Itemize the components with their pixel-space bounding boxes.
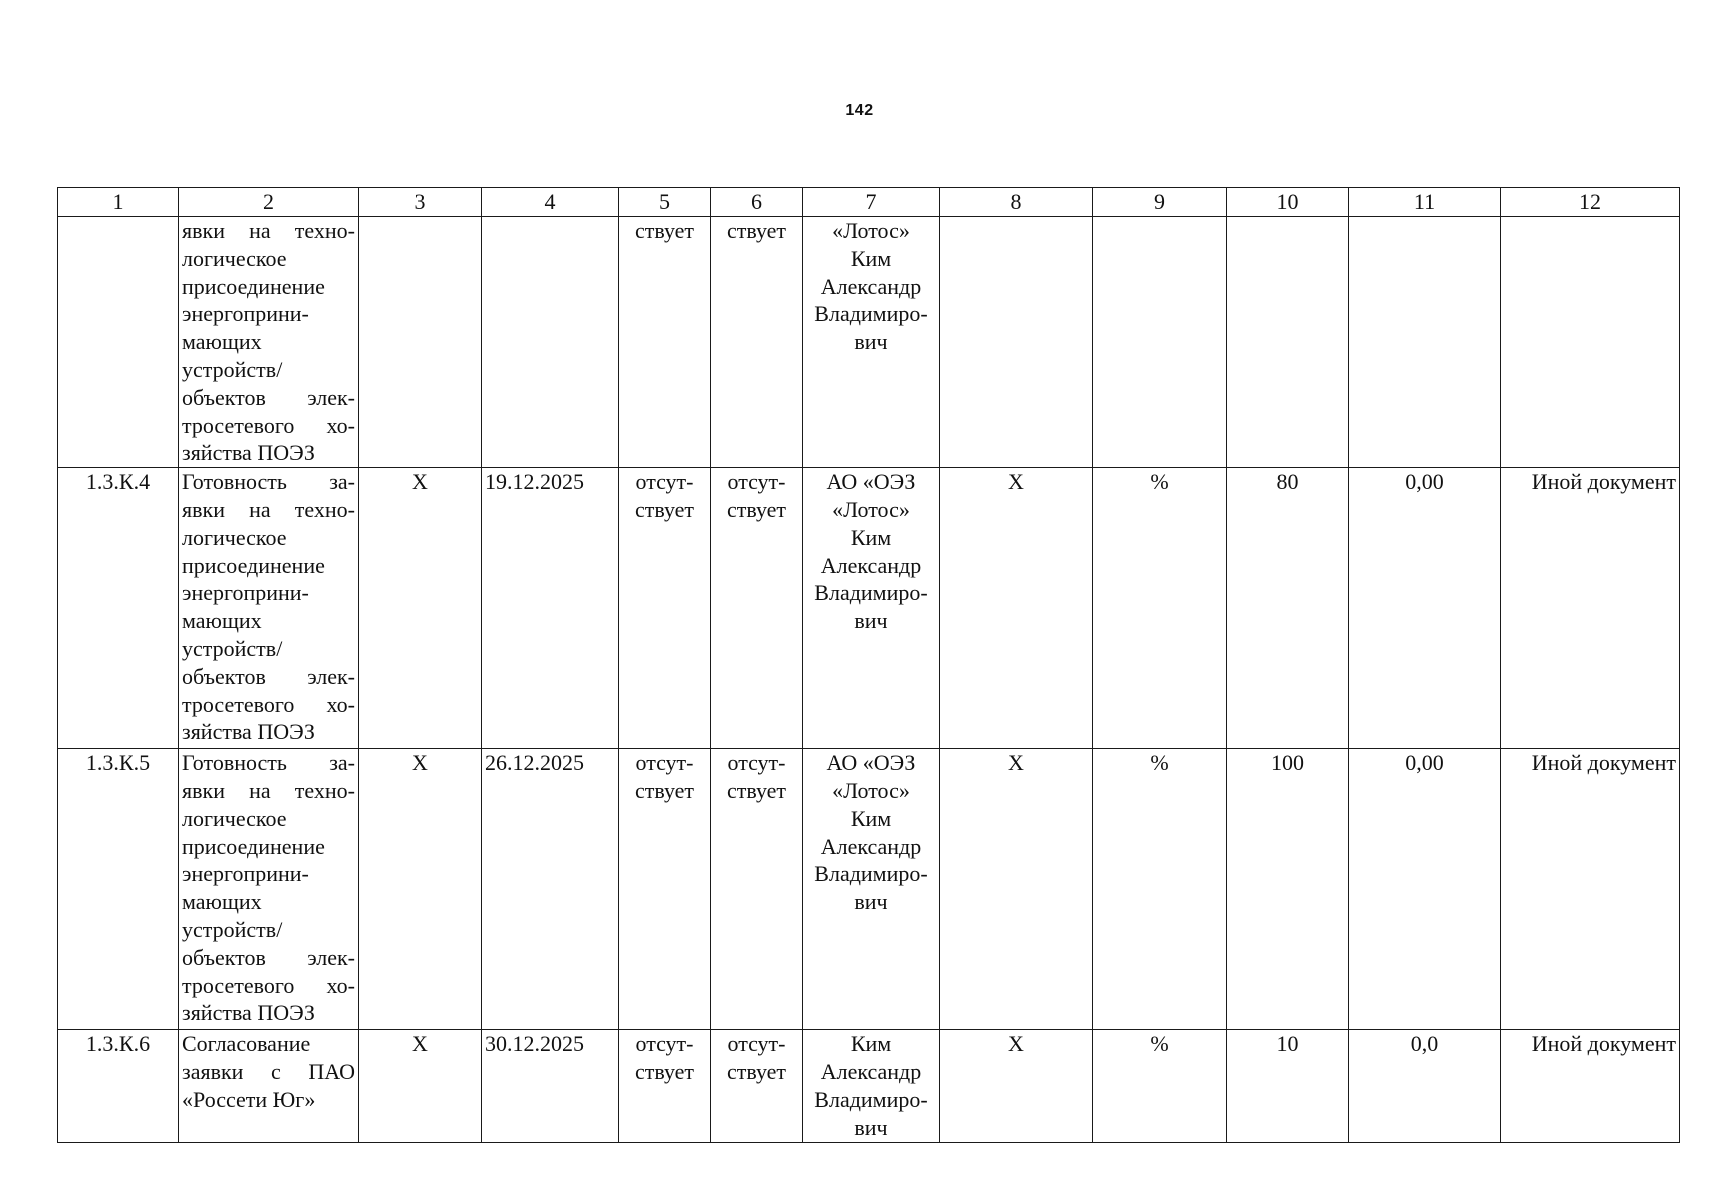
column-header: 6 xyxy=(711,188,803,217)
cell-col3: Х xyxy=(359,1030,482,1143)
text-line: отсут- xyxy=(727,1031,786,1057)
text-line: тросетевого хо- xyxy=(182,412,355,438)
text-line: явки на техно- xyxy=(182,777,355,803)
table-row xyxy=(58,749,1680,1030)
cell-document-type: Иной документ xyxy=(1501,468,1680,749)
cell-value: 10 xyxy=(1227,1030,1349,1143)
text-line: Владимиро- xyxy=(814,1086,928,1112)
cell-responsible xyxy=(803,1030,940,1143)
text-line: АО «ОЭЗ xyxy=(826,469,916,495)
cell-col8: Х xyxy=(940,1030,1093,1143)
cell-col5 xyxy=(619,217,711,468)
text-line: «Лотос» xyxy=(832,218,910,243)
cell-amount: 0,0 xyxy=(1349,1030,1501,1143)
text-line: «Россети Юг» xyxy=(182,1086,316,1112)
cell-col3 xyxy=(359,217,482,468)
text-line: энергоприни- xyxy=(182,580,309,606)
cell-number: 1.3.К.4 xyxy=(58,468,179,749)
cell-document-type xyxy=(1501,217,1680,468)
column-header: 10 xyxy=(1227,188,1349,217)
column-header: 4 xyxy=(482,188,619,217)
text-line: присоединение xyxy=(182,552,325,578)
text-line: Ким xyxy=(850,524,892,550)
cell-col5 xyxy=(619,1030,711,1143)
cell-col3: Х xyxy=(359,749,482,1030)
table-row xyxy=(58,217,1680,468)
text-line: зяйства ПОЭЗ xyxy=(182,1000,315,1026)
text-line: Ким xyxy=(850,1031,892,1057)
cell-col6 xyxy=(711,1030,803,1143)
text-line: вич xyxy=(854,889,888,915)
text-line: тросетевого хо- xyxy=(182,972,355,998)
text-line: вич xyxy=(854,608,888,634)
cell-unit xyxy=(1093,217,1227,468)
text-line: АО «ОЭЗ xyxy=(826,750,916,776)
text-line: объектов элек- xyxy=(182,944,355,970)
cell-col5 xyxy=(619,468,711,749)
text-line: Владимиро- xyxy=(814,861,928,887)
text-line: ствует xyxy=(726,496,787,522)
text-line: Александр xyxy=(820,552,922,578)
column-header: 2 xyxy=(179,188,359,217)
cell-col5 xyxy=(619,749,711,1030)
cell-unit: % xyxy=(1093,468,1227,749)
cell-description xyxy=(179,217,359,468)
cell-responsible xyxy=(803,749,940,1030)
cell-value: 80 xyxy=(1227,468,1349,749)
text-line: устройств/ xyxy=(182,635,283,661)
table-row xyxy=(58,1030,1680,1143)
text-line: Ким xyxy=(850,805,892,831)
cell-col8: Х xyxy=(940,468,1093,749)
column-header: 12 xyxy=(1501,188,1680,217)
text-line: ствует xyxy=(634,218,695,243)
column-header: 7 xyxy=(803,188,940,217)
text-line: Согласование xyxy=(182,1031,311,1057)
text-line: отсут- xyxy=(635,1031,694,1057)
text-line: объектов элек- xyxy=(182,663,355,689)
text-line: ствует xyxy=(634,777,695,803)
cell-col6 xyxy=(711,217,803,468)
text-line: ствует xyxy=(726,777,787,803)
text-line: явки на техно- xyxy=(182,218,355,243)
text-line: логическое xyxy=(182,524,287,550)
cell-number: 1.3.К.5 xyxy=(58,749,179,1030)
text-line: логическое xyxy=(182,805,287,831)
text-line: мающих xyxy=(182,608,262,634)
page-number: 142 xyxy=(845,102,874,119)
text-line: ствует xyxy=(726,218,787,243)
cell-unit: % xyxy=(1093,749,1227,1030)
cell-date xyxy=(482,217,619,468)
text-line: Владимиро- xyxy=(814,301,928,327)
text-line: энергоприни- xyxy=(182,301,309,327)
text-line: энергоприни- xyxy=(182,861,309,887)
document-table xyxy=(57,187,1680,1143)
cell-unit: % xyxy=(1093,1030,1227,1143)
text-line: отсут- xyxy=(727,469,786,495)
text-line: вич xyxy=(854,329,888,355)
text-line: Владимиро- xyxy=(814,580,928,606)
text-line: «Лотос» xyxy=(832,496,910,522)
text-line: явки на техно- xyxy=(182,496,355,522)
text-line: отсут- xyxy=(635,469,694,495)
text-line: мающих xyxy=(182,329,262,355)
cell-value xyxy=(1227,217,1349,468)
text-line: «Лотос» xyxy=(832,777,910,803)
text-line: мающих xyxy=(182,889,262,915)
text-line: зяйства ПОЭЗ xyxy=(182,719,315,745)
cell-document-type: Иной документ xyxy=(1501,749,1680,1030)
text-line: Ким xyxy=(850,245,892,271)
cell-amount: 0,00 xyxy=(1349,749,1501,1030)
text-line: устройств/ xyxy=(182,916,283,942)
text-line: Александр xyxy=(820,833,922,859)
cell-description xyxy=(179,468,359,749)
cell-amount: 0,00 xyxy=(1349,468,1501,749)
text-line: логическое xyxy=(182,245,287,271)
text-line: Готовность за- xyxy=(182,750,355,776)
text-line: присоединение xyxy=(182,273,325,299)
text-line: заявки с ПАО xyxy=(182,1058,355,1084)
text-line: отсут- xyxy=(727,750,786,776)
cell-col8: Х xyxy=(940,749,1093,1030)
cell-responsible xyxy=(803,217,940,468)
text-line: вич xyxy=(854,1114,888,1140)
column-header: 1 xyxy=(58,188,179,217)
text-line: устройств/ xyxy=(182,356,283,382)
text-line: Александр xyxy=(820,1058,922,1084)
cell-description xyxy=(179,749,359,1030)
text-line: отсут- xyxy=(635,750,694,776)
text-line: тросетевого хо- xyxy=(182,691,355,717)
cell-document-type: Иной документ xyxy=(1501,1030,1680,1143)
text-line: зяйства ПОЭЗ xyxy=(182,440,315,466)
cell-description xyxy=(179,1030,359,1143)
text-line: Готовность за- xyxy=(182,469,355,495)
column-header: 8 xyxy=(940,188,1093,217)
cell-col3: Х xyxy=(359,468,482,749)
column-header: 3 xyxy=(359,188,482,217)
table-header-row xyxy=(58,188,1680,217)
cell-value: 100 xyxy=(1227,749,1349,1030)
cell-amount xyxy=(1349,217,1501,468)
text-line: ствует xyxy=(634,1058,695,1084)
cell-date: 26.12.2025 xyxy=(482,749,619,1030)
cell-date: 19.12.2025 xyxy=(482,468,619,749)
cell-col6 xyxy=(711,468,803,749)
table-row xyxy=(58,468,1680,749)
column-header: 9 xyxy=(1093,188,1227,217)
cell-number: 1.3.К.6 xyxy=(58,1030,179,1143)
text-line: ствует xyxy=(634,496,695,522)
cell-col8 xyxy=(940,217,1093,468)
column-header: 11 xyxy=(1349,188,1501,217)
text-line: ствует xyxy=(726,1058,787,1084)
text-line: объектов элек- xyxy=(182,384,355,410)
column-header: 5 xyxy=(619,188,711,217)
text-line: Александр xyxy=(820,273,922,299)
cell-responsible xyxy=(803,468,940,749)
cell-date: 30.12.2025 xyxy=(482,1030,619,1143)
cell-col6 xyxy=(711,749,803,1030)
cell-number xyxy=(58,217,179,468)
text-line: присоединение xyxy=(182,833,325,859)
